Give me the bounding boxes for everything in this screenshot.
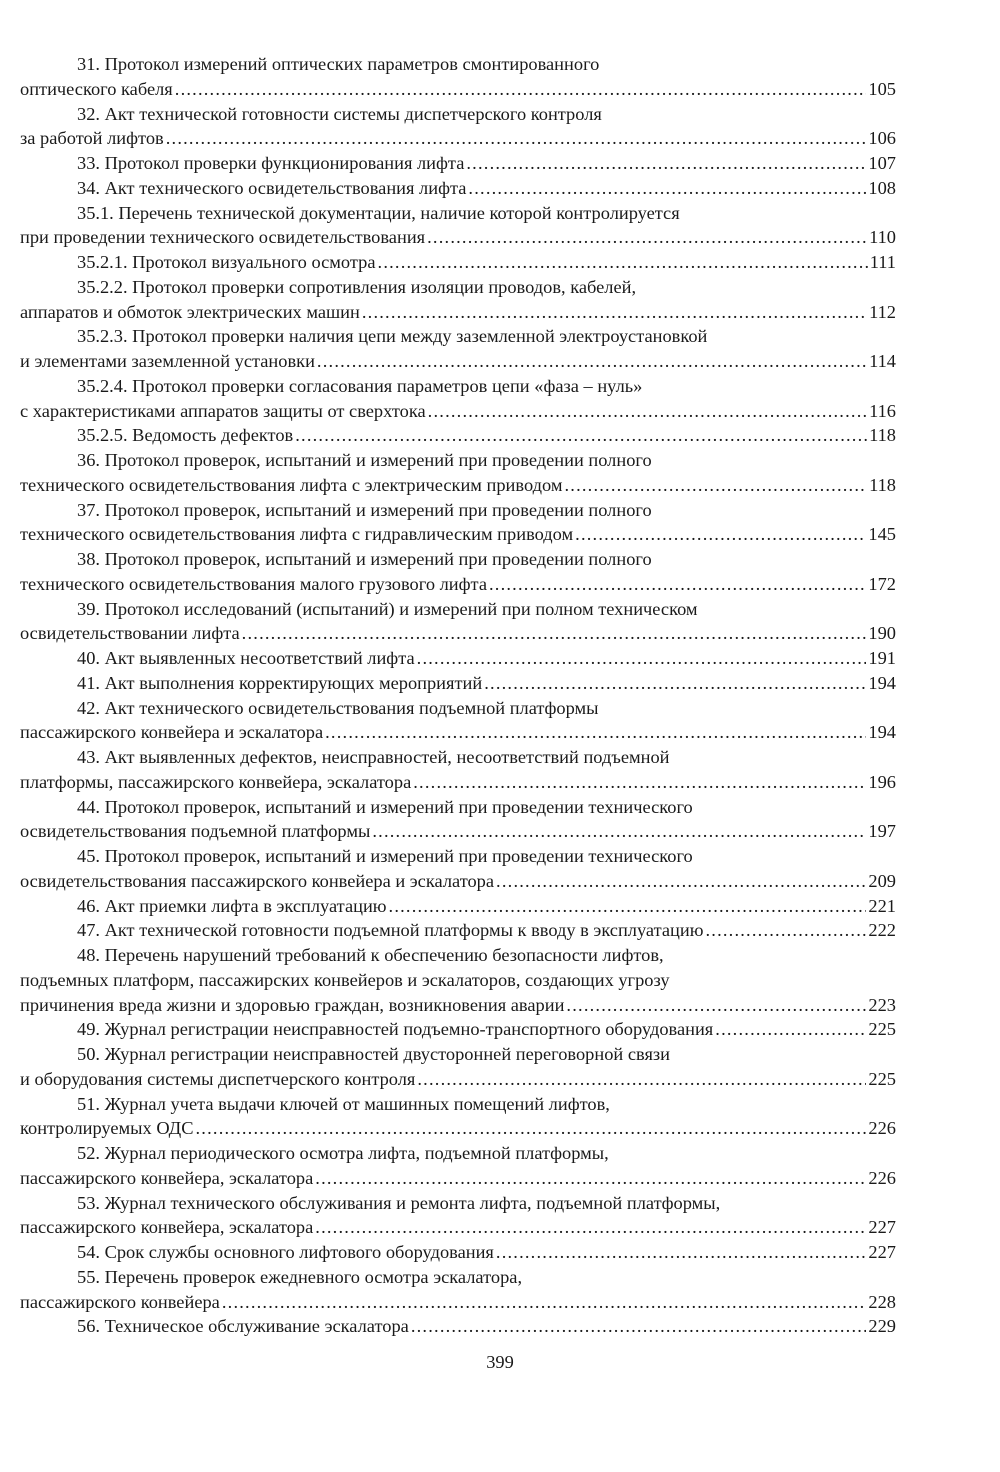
toc-page-ref: 222 — [868, 920, 896, 941]
toc-page-ref: 118 — [869, 474, 896, 495]
toc-entry-last-line — [20, 423, 896, 448]
toc-entry-text: 54. Срок службы основного лифтового оборудования — [77, 1242, 494, 1262]
toc-entry-last-line — [20, 819, 896, 844]
dot-leader — [175, 77, 867, 102]
toc-entry — [20, 745, 896, 795]
toc-page-ref: 118 — [869, 425, 896, 446]
toc-entry — [20, 1141, 896, 1191]
toc-entry-text: пассажирского конвейера — [20, 1291, 220, 1312]
toc-entry — [20, 1265, 896, 1315]
toc-entry-last-line — [20, 151, 896, 176]
toc-entry-text: технического освидетельствования лифта с гидравлическим приводом — [20, 524, 574, 545]
toc-entry — [20, 696, 896, 746]
toc-entry-text: подъемных платформ, пассажирских конвейеров и эскалаторов, создающих угрозу — [20, 969, 670, 990]
toc-entry-text: 35.2.4. Протокол проверки согласования параметров цепи «фаза – нуль» — [77, 375, 643, 396]
toc-entry-text: 52. Журнал периодического осмотра лифта, подъемной платформы, — [77, 1143, 609, 1163]
toc-entry-text: 51. Журнал учета выдачи ключей от машинных помещений лифтов, — [77, 1093, 610, 1114]
dot-leader — [166, 126, 867, 151]
toc-page-ref: 227 — [868, 1242, 896, 1262]
toc-page-ref: 226 — [868, 1167, 896, 1188]
toc-entry-last-line — [20, 720, 896, 745]
toc-page-ref: 221 — [868, 895, 896, 916]
toc-page-ref: 111 — [869, 252, 896, 272]
toc-page-ref: 110 — [869, 227, 896, 248]
toc-entry-last-line — [20, 621, 896, 646]
toc-entry-last-line — [20, 522, 896, 547]
toc-entry-text: 32. Акт технической готовности системы диспетчерского контроля — [77, 103, 602, 124]
dot-leader — [466, 151, 866, 176]
toc-entry-last-line — [20, 399, 896, 424]
toc-entry-last-line — [20, 1166, 896, 1191]
toc-entry-last-line — [20, 126, 896, 151]
toc-entry-text: с характеристиками аппаратов защиты от сверхтока — [20, 400, 426, 421]
page-number: 399 — [486, 1352, 514, 1372]
toc-entry-last-line — [20, 918, 896, 943]
toc-entry — [20, 151, 896, 176]
toc-entry-last-line — [20, 1215, 896, 1240]
dot-leader — [315, 1166, 866, 1191]
dot-leader — [564, 473, 867, 498]
toc-entry-text: причинения вреда жизни и здоровью граждан, возникновения аварии — [20, 994, 565, 1015]
dot-leader — [417, 1067, 866, 1092]
toc-entry — [20, 250, 896, 275]
toc-page-ref: 112 — [869, 301, 896, 322]
toc-entry-text: 55. Перечень проверок ежедневного осмотра эскалатора, — [77, 1266, 523, 1287]
toc-entry-text: пассажирского конвейера, эскалатора — [20, 1217, 314, 1238]
toc-entry-text: технического освидетельствования малого грузового лифта — [20, 573, 487, 594]
toc-entry — [20, 1240, 896, 1265]
toc-entry — [20, 52, 896, 102]
toc-page-ref: 209 — [868, 870, 896, 891]
toc-entry-text: 33. Протокол проверки функционирования лифта — [77, 153, 465, 173]
dot-leader — [362, 300, 867, 325]
toc-entry-text: 46. Акт приемки лифта в эксплуатацию — [77, 895, 387, 916]
toc-page-ref: 114 — [869, 351, 896, 371]
dot-leader — [222, 1290, 867, 1315]
toc-page-ref: 190 — [868, 623, 896, 644]
toc-entry — [20, 844, 896, 894]
dot-leader — [428, 399, 867, 424]
toc-entry — [20, 795, 896, 845]
toc-entry — [20, 498, 896, 548]
toc-entry — [20, 646, 896, 671]
toc-page-ref: 145 — [868, 524, 896, 545]
toc-entry-text: 43. Акт выявленных дефектов, неисправностей, несоответствий подъемной — [77, 747, 670, 767]
toc-entry-text: 35.2.1. Протокол визуального осмотра — [77, 252, 376, 272]
toc-entry — [20, 102, 896, 152]
dot-leader — [468, 176, 866, 201]
toc-entry — [20, 597, 896, 647]
toc-entry-text: 35.1. Перечень технической документации, наличие которой контролируется — [77, 202, 680, 223]
toc-entry — [20, 918, 896, 943]
toc-entry-text: 45. Протокол проверок, испытаний и измерений при проведении технического — [77, 846, 693, 866]
toc-entry-last-line — [20, 349, 896, 374]
toc-entry-text: пассажирского конвейера, эскалатора — [20, 1167, 314, 1188]
toc-entry — [20, 176, 896, 201]
dot-leader — [575, 522, 866, 547]
toc-entry-last-line — [20, 993, 896, 1018]
toc-entry-last-line — [20, 225, 896, 250]
toc-entry — [20, 1042, 896, 1092]
dot-leader — [295, 423, 867, 448]
toc-entry-text: пассажирского конвейера и эскалатора — [20, 722, 324, 743]
toc-page-ref: 196 — [868, 771, 896, 792]
toc-page-ref: 116 — [869, 400, 896, 421]
toc-entry-text: 41. Акт выполнения корректирующих мероприятий — [77, 672, 483, 693]
toc-page-ref: 194 — [868, 672, 896, 693]
toc-entry — [20, 1017, 896, 1042]
toc-entry-text: 47. Акт технической готовности подъемной платформы к вводу в эксплуатацию — [77, 920, 704, 941]
toc-page-ref: 194 — [868, 722, 896, 743]
toc-entry-last-line — [20, 671, 896, 696]
toc-entry-text: 38. Протокол проверок, испытаний и измерений при проведении полного — [77, 549, 652, 569]
dot-leader — [489, 572, 866, 597]
toc-entry-text: 35.2.5. Ведомость дефектов — [77, 425, 294, 446]
toc-entry — [20, 671, 896, 696]
toc-entry-last-line — [20, 770, 896, 795]
dot-leader — [389, 894, 867, 919]
toc-entry-text: и оборудования системы диспетчерского контроля — [20, 1068, 416, 1089]
toc-entry-text: освидетельствовании лифта — [20, 623, 240, 644]
toc-entry-last-line — [20, 77, 896, 102]
toc-page-ref: 223 — [868, 994, 896, 1015]
toc-entry-text: освидетельствования подъемной платформы — [20, 821, 371, 842]
toc-entry-text: 34. Акт технического освидетельствования лифта — [77, 177, 467, 198]
toc-entry-text: 56. Техническое обслуживание эскалатора — [77, 1316, 409, 1337]
toc-entry-text: 35.2.3. Протокол проверки наличия цепи между заземленной электроустановкой — [77, 326, 708, 347]
toc-page-ref: 106 — [868, 128, 896, 149]
toc-entry-text: при проведении технического освидетельствования — [20, 227, 426, 248]
toc-entry-last-line — [20, 1290, 896, 1315]
toc-entry-text: и элементами заземленной установки — [20, 351, 315, 371]
toc-page-ref: 172 — [868, 573, 896, 594]
toc-entry-text: 36. Протокол проверок, испытаний и измерений при проведении полного — [77, 450, 652, 470]
toc-entry — [20, 894, 896, 919]
toc-entry-text: 44. Протокол проверок, испытаний и измерений при проведении технического — [77, 796, 693, 817]
dot-leader — [378, 250, 868, 275]
toc-entry — [20, 374, 896, 424]
dot-leader — [496, 1240, 867, 1265]
toc-entry — [20, 324, 896, 374]
dot-leader — [242, 621, 867, 646]
toc-page-ref: 108 — [868, 177, 896, 198]
toc-entry-last-line — [20, 869, 896, 894]
toc-entry-text: 40. Акт выявленных несоответствий лифта — [77, 648, 415, 668]
toc-page-ref: 226 — [868, 1118, 896, 1139]
toc-entry — [20, 275, 896, 325]
dot-leader — [715, 1017, 866, 1042]
toc-page-ref: 105 — [868, 78, 896, 99]
toc-entry-text: 37. Протокол проверок, испытаний и измерений при проведении полного — [77, 499, 652, 520]
toc-entry-text: оптического кабеля — [20, 78, 173, 99]
toc-entry — [20, 201, 896, 251]
toc-page-ref: 227 — [868, 1217, 896, 1238]
toc-entry — [20, 448, 896, 498]
dot-leader — [317, 349, 867, 374]
toc-entry-last-line — [20, 894, 896, 919]
toc-entry-last-line — [20, 250, 896, 275]
toc-entry-text: технического освидетельствования лифта с электрическим приводом — [20, 474, 563, 495]
toc-page-ref: 191 — [868, 648, 896, 668]
table-of-contents — [20, 52, 896, 1339]
toc-page-ref: 228 — [868, 1291, 896, 1312]
toc-entry-text: освидетельствования пассажирского конвейера и эскалатора — [20, 870, 495, 891]
dot-leader — [566, 993, 866, 1018]
dot-leader — [484, 671, 866, 696]
toc-entry-text: платформы, пассажирского конвейера, эскалатора — [20, 771, 412, 792]
dot-leader — [417, 646, 867, 671]
dot-leader — [315, 1215, 866, 1240]
toc-entry-last-line — [20, 1240, 896, 1265]
toc-entry — [20, 943, 896, 1017]
toc-page-ref: 197 — [868, 821, 896, 842]
toc-page-ref: 225 — [868, 1019, 896, 1040]
toc-page-ref: 225 — [868, 1068, 896, 1089]
toc-entry-text: за работой лифтов — [20, 128, 164, 149]
toc-entry-text: 39. Протокол исследований (испытаний) и измерений при полном техническом — [77, 598, 698, 619]
toc-page-ref: 229 — [868, 1316, 896, 1337]
dot-leader — [427, 225, 867, 250]
toc-entry-text: 53. Журнал технического обслуживания и ремонта лифта, подъемной платформы, — [77, 1192, 721, 1213]
toc-entry-last-line — [20, 300, 896, 325]
toc-entry-last-line — [20, 1314, 896, 1339]
toc-entry-text: 35.2.2. Протокол проверки сопротивления изоляции проводов, кабелей, — [77, 276, 637, 297]
toc-entry-text: 49. Журнал регистрации неисправностей подъемно-транспортного оборудования — [77, 1019, 714, 1040]
toc-entry-text: 31. Протокол измерений оптических параметров смонтированного — [77, 54, 600, 74]
toc-entry-text: контролируемых ОДС — [20, 1118, 194, 1139]
dot-leader — [372, 819, 866, 844]
toc-entry — [20, 1191, 896, 1241]
dot-leader — [705, 918, 866, 943]
toc-entry-last-line — [20, 473, 896, 498]
dot-leader — [413, 770, 866, 795]
toc-entry — [20, 423, 896, 448]
toc-entry-last-line — [20, 176, 896, 201]
dot-leader — [496, 869, 866, 894]
toc-entry-text: 42. Акт технического освидетельствования подъемной платформы — [77, 697, 599, 718]
toc-entry-last-line — [20, 1067, 896, 1092]
toc-entry — [20, 1314, 896, 1339]
toc-entry — [20, 1092, 896, 1142]
toc-entry-last-line — [20, 646, 896, 671]
dot-leader — [196, 1116, 867, 1141]
toc-entry-last-line — [20, 1017, 896, 1042]
dot-leader — [411, 1314, 867, 1339]
dot-leader — [325, 720, 866, 745]
toc-entry-text: 50. Журнал регистрации неисправностей двусторонней переговорной связи — [77, 1044, 671, 1064]
toc-entry — [20, 547, 896, 597]
toc-page-ref: 107 — [868, 153, 896, 173]
toc-entry-last-line — [20, 1116, 896, 1141]
toc-entry-last-line — [20, 572, 896, 597]
toc-entry-text: 48. Перечень нарушений требований к обеспечению безопасности лифтов, — [77, 945, 664, 965]
toc-entry-text: аппаратов и обмоток электрических машин — [20, 301, 360, 322]
